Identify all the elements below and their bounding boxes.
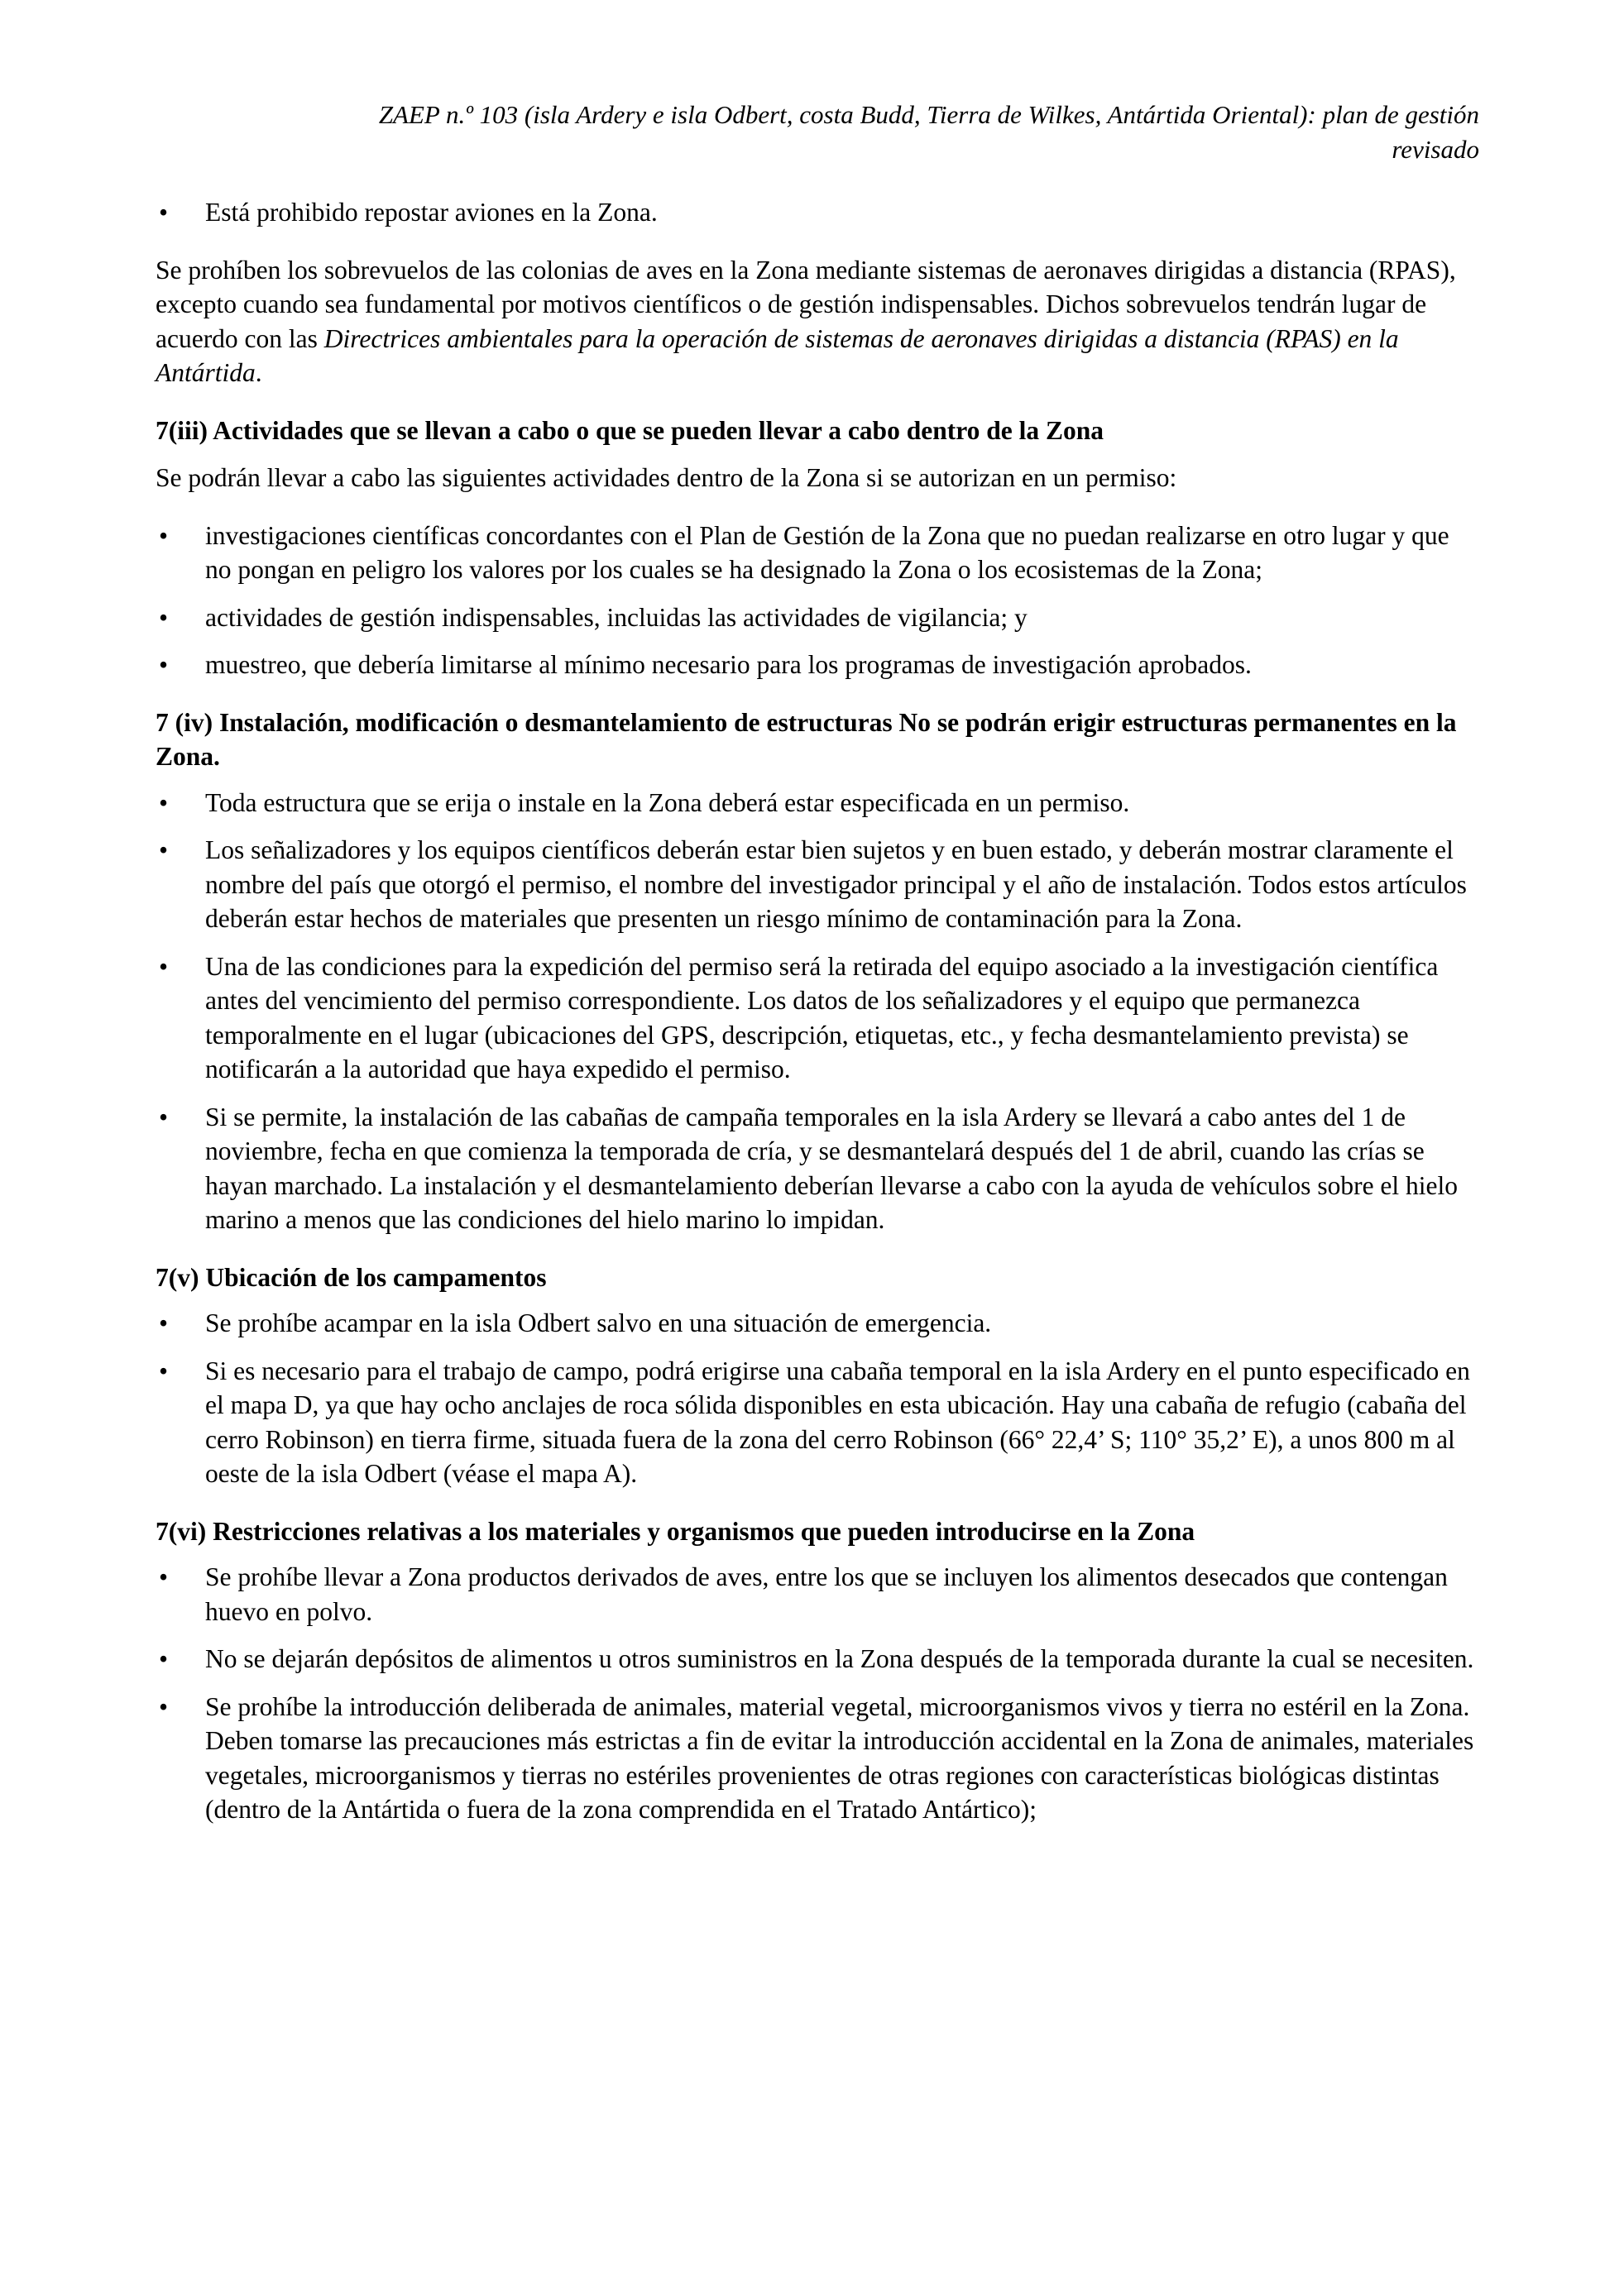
bullet-icon: • [159,602,169,632]
section-7iii-list [156,519,1479,682]
bullet-icon: • [159,1308,169,1337]
rpas-guidelines-title: Directrices ambientales para la operación de sistemas de aeronaves dirigidas a distancia (RPAS) en la Antártida [156,323,1399,387]
bullet-icon: • [159,198,169,227]
list-item-text: Se prohíbe acampar en la isla Odbert salvo en una situación de emergencia. [205,1308,992,1337]
bullet-icon: • [159,835,169,864]
rpas-text-2: . [255,358,262,387]
header-line-2: revisado [1392,135,1479,164]
bullet-icon: • [159,1644,169,1673]
bullet-icon: • [159,1102,169,1131]
list-item [156,949,1479,1087]
list-item-text: muestreo, que debería limitarse al mínimo necesario para los programas de investigación aprobados. [205,650,1252,679]
list-item [156,1642,1479,1677]
section-7vi-list [156,1560,1479,1827]
list-item-text: Se prohíbe la introducción deliberada de animales, material vegetal, microorganismos vivos y tierra no estéril en la Zona. Deben tomarse las precauciones más estrictas a fin de evitar la introducción accidental en la Zona de animales, materiales vegetales, microorganismos y tierras no estériles provenientes de otras regiones con características biológicas distintas (dentro de la Antártida o fuera de la zona comprendida en el Tratado Antártico); [205,1691,1474,1824]
list-item-text: investigaciones científicas concordantes con el Plan de Gestión de la Zona que no puedan realizarse en otro lugar y que no pongan en peligro los valores por los cuales se ha designado la Zona o los ecosistemas de la Zona; [205,520,1449,584]
section-heading-7iii: 7(iii) Actividades que se llevan a cabo o que se pueden llevar a cabo dentro de la Zona [156,415,1104,445]
list-item [156,519,1479,587]
list-item-text: Se prohíbe llevar a Zona productos derivados de aves, entre los que se incluyen los alimentos desecados que contengan huevo en polvo. [205,1562,1448,1626]
section-heading-7v: 7(v) Ubicación de los campamentos [156,1262,547,1292]
list-item [156,1100,1479,1237]
list-item [156,648,1479,682]
list-item-text: Los señalizadores y los equipos científicos deberán estar bien sujetos y en buen estado, y deberán mostrar claramente el nombre del país que otorgó el permiso, el nombre del investigador principal y el año de instalación. Todos estos artículos deberán estar hechos de materiales que presenten un riesgo mínimo de contaminación para la Zona. [205,835,1467,933]
running-header [156,98,1479,167]
list-item-text: Está prohibido repostar aviones en la Zona. [205,198,658,227]
bullet-icon: • [159,951,169,981]
list-item-text: Toda estructura que se erija o instale en la Zona deberá estar especificada en un permiso. [205,787,1130,817]
bullet-icon: • [159,520,169,550]
bullet-icon: • [159,1691,169,1721]
list-item-text: Si se permite, la instalación de las cabañas de campaña temporales en la isla Ardery se llevará a cabo antes del 1 de noviembre, fecha en que comienza la temporada de cría, y se desmantelará después del 1 de abril, cuando las crías se hayan marchado. La instalación y el desmantelamiento deberían llevarse a cabo con la ayuda de vehículos sobre el hielo marino a menos que las condiciones del hielo marino lo impidan. [205,1102,1459,1234]
header-line-1: ZAEP n.º 103 (isla Ardery e isla Odbert, costa Budd, Tierra de Wilkes, Antártida Oriental): plan de gestión [378,100,1479,129]
bullet-icon: • [159,1562,169,1591]
intro-bullet-list [156,195,1479,230]
document-page [156,98,1479,1850]
list-item-text: actividades de gestión indispensables, incluidas las actividades de vigilancia; y [205,602,1028,632]
list-item [156,195,1479,230]
list-item [156,1354,1479,1491]
section-7iv-list [156,786,1479,1237]
bullet-icon: • [159,650,169,679]
list-item [156,1560,1479,1629]
list-item [156,600,1479,635]
section-7iii-intro: Se podrán llevar a cabo las siguientes actividades dentro de la Zona si se autorizan en un permiso: [156,463,1177,492]
bullet-icon: • [159,1356,169,1385]
list-item [156,833,1479,936]
list-item [156,1690,1479,1827]
bullet-icon: • [159,787,169,817]
section-7v-list [156,1306,1479,1491]
list-item-text: Una de las condiciones para la expedición del permiso será la retirada del equipo asociado a la investigación científica antes del vencimiento del permiso correspondiente. Los datos de los señalizadores y el equipo que permanezca temporalmente en el lugar (ubicaciones del GPS, descripción, etiquetas, etc., y fecha desmantelamiento prevista) se notificarán a la autoridad que haya expedido el permiso. [205,951,1439,1083]
list-item-text: No se dejarán depósitos de alimentos u otros suministros en la Zona después de la temporada durante la cual se necesiten. [205,1644,1474,1673]
section-heading-7vi: 7(vi) Restricciones relativas a los materiales y organismos que pueden introducirse en la Zona [156,1516,1195,1546]
list-item [156,786,1479,820]
rpas-paragraph [156,253,1479,390]
list-item-text: Si es necesario para el trabajo de campo, podrá erigirse una cabaña temporal en la isla Ardery en el punto especificado en el mapa D, ya que hay ocho anclajes de roca sólida disponibles en esta ubicación. Hay una cabaña de refugio (cabaña del cerro Robinson) en tierra firme, situada fuera de la zona del cerro Robinson (66° 22,4’ S; 110° 35,2’ E), a unos 800 m al oeste de la isla Odbert (véase el mapa A). [205,1356,1470,1488]
rpas-text-1: Se prohíben los sobrevuelos de las colonias de aves en la Zona mediante sistemas de aeronaves dirigidas a distancia (RPAS), excepto cuando sea fundamental por motivos científicos o de gestión indispensables. Dichos sobrevuelos tendrán lugar de acuerdo con las [156,255,1456,353]
list-item [156,1306,1479,1341]
section-heading-7iv: 7 (iv) Instalación, modificación o desmantelamiento de estructuras No se podrán erigir estructuras permanentes en la Zona. [156,707,1457,771]
